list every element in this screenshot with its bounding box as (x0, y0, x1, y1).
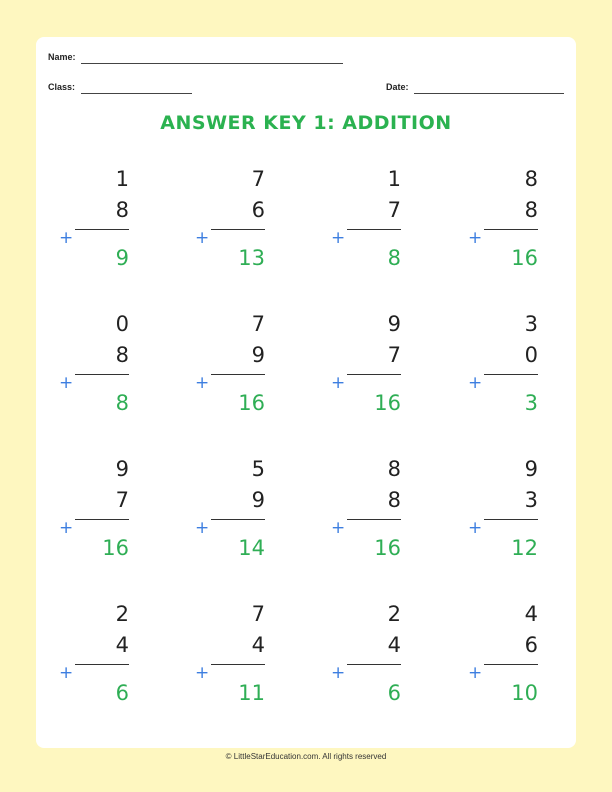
answer: 8 (387, 246, 401, 270)
page-title: ANSWER KEY 1: ADDITION (160, 112, 452, 134)
copyright-footer: © LittleStarEducation.com. All rights reserved (225, 752, 387, 761)
answer: 16 (374, 391, 401, 415)
addend-top: 9 (115, 457, 129, 481)
name-label: Name: (48, 52, 76, 62)
addition-problem (59, 602, 129, 712)
addend-top: 1 (387, 167, 401, 191)
addend-top: 7 (251, 602, 265, 626)
sum-line (347, 374, 401, 375)
addend-top: 8 (524, 167, 538, 191)
addend-bottom: 4 (115, 633, 129, 657)
plus-sign: + (195, 373, 210, 393)
plus-sign: + (331, 663, 346, 683)
addend-top: 1 (115, 167, 129, 191)
answer: 10 (511, 681, 538, 705)
addend-top: 9 (524, 457, 538, 481)
plus-sign: + (331, 518, 346, 538)
addition-problem (195, 312, 265, 422)
addend-bottom: 9 (251, 488, 265, 512)
answer: 6 (387, 681, 401, 705)
answer: 16 (238, 391, 265, 415)
answer: 16 (374, 536, 401, 560)
addend-top: 5 (251, 457, 265, 481)
addition-problem (331, 602, 401, 712)
addend-bottom: 0 (524, 343, 538, 367)
plus-sign: + (59, 663, 74, 683)
answer: 16 (511, 246, 538, 270)
addend-top: 7 (251, 167, 265, 191)
sum-line (75, 519, 129, 520)
sum-line (484, 664, 538, 665)
addend-top: 9 (387, 312, 401, 336)
date-label: Date: (386, 82, 409, 92)
addend-bottom: 8 (387, 488, 401, 512)
date-field[interactable] (414, 93, 564, 94)
addend-bottom: 9 (251, 343, 265, 367)
addend-bottom: 8 (115, 198, 129, 222)
sum-line (75, 664, 129, 665)
sum-line (484, 229, 538, 230)
addend-bottom: 6 (524, 633, 538, 657)
addend-top: 7 (251, 312, 265, 336)
sum-line (347, 229, 401, 230)
addend-bottom: 8 (115, 343, 129, 367)
answer: 9 (115, 246, 129, 270)
class-label: Class: (48, 82, 76, 92)
addition-problem (59, 312, 129, 422)
plus-sign: + (195, 228, 210, 248)
addend-top: 8 (387, 457, 401, 481)
addend-bottom: 7 (387, 198, 401, 222)
addend-top: 3 (524, 312, 538, 336)
answer: 11 (238, 681, 265, 705)
plus-sign: + (59, 228, 74, 248)
sum-line (347, 519, 401, 520)
answer: 13 (238, 246, 265, 270)
sum-line (211, 519, 265, 520)
addition-problem (195, 457, 265, 567)
addend-top: 4 (524, 602, 538, 626)
addition-problem (195, 602, 265, 712)
addend-bottom: 4 (387, 633, 401, 657)
addition-problem (331, 312, 401, 422)
sum-line (211, 374, 265, 375)
sum-line (75, 229, 129, 230)
plus-sign: + (195, 518, 210, 538)
answer: 16 (102, 536, 129, 560)
sum-line (75, 374, 129, 375)
addition-problem (331, 457, 401, 567)
plus-sign: + (59, 518, 74, 538)
addend-bottom: 6 (251, 198, 265, 222)
plus-sign: + (331, 228, 346, 248)
answer: 6 (115, 681, 129, 705)
sum-line (484, 519, 538, 520)
plus-sign: + (468, 228, 483, 248)
plus-sign: + (468, 663, 483, 683)
addend-bottom: 4 (251, 633, 265, 657)
answer: 14 (238, 536, 265, 560)
name-field[interactable] (81, 63, 343, 64)
addition-problem (468, 312, 538, 422)
sum-line (211, 229, 265, 230)
plus-sign: + (468, 518, 483, 538)
sum-line (347, 664, 401, 665)
addition-problem (468, 602, 538, 712)
sum-line (211, 664, 265, 665)
plus-sign: + (331, 373, 346, 393)
addend-bottom: 7 (115, 488, 129, 512)
addend-bottom: 8 (524, 198, 538, 222)
addend-top: 2 (115, 602, 129, 626)
plus-sign: + (195, 663, 210, 683)
addition-problem (59, 457, 129, 567)
answer: 8 (115, 391, 129, 415)
plus-sign: + (59, 373, 74, 393)
addition-problem (59, 167, 129, 277)
addition-problem (468, 167, 538, 277)
addend-bottom: 3 (524, 488, 538, 512)
class-field[interactable] (81, 93, 192, 94)
addend-top: 0 (115, 312, 129, 336)
answer: 12 (511, 536, 538, 560)
answer: 3 (524, 391, 538, 415)
addition-problem (468, 457, 538, 567)
addition-problem (331, 167, 401, 277)
addend-bottom: 7 (387, 343, 401, 367)
addend-top: 2 (387, 602, 401, 626)
addition-problem (195, 167, 265, 277)
plus-sign: + (468, 373, 483, 393)
sum-line (484, 374, 538, 375)
